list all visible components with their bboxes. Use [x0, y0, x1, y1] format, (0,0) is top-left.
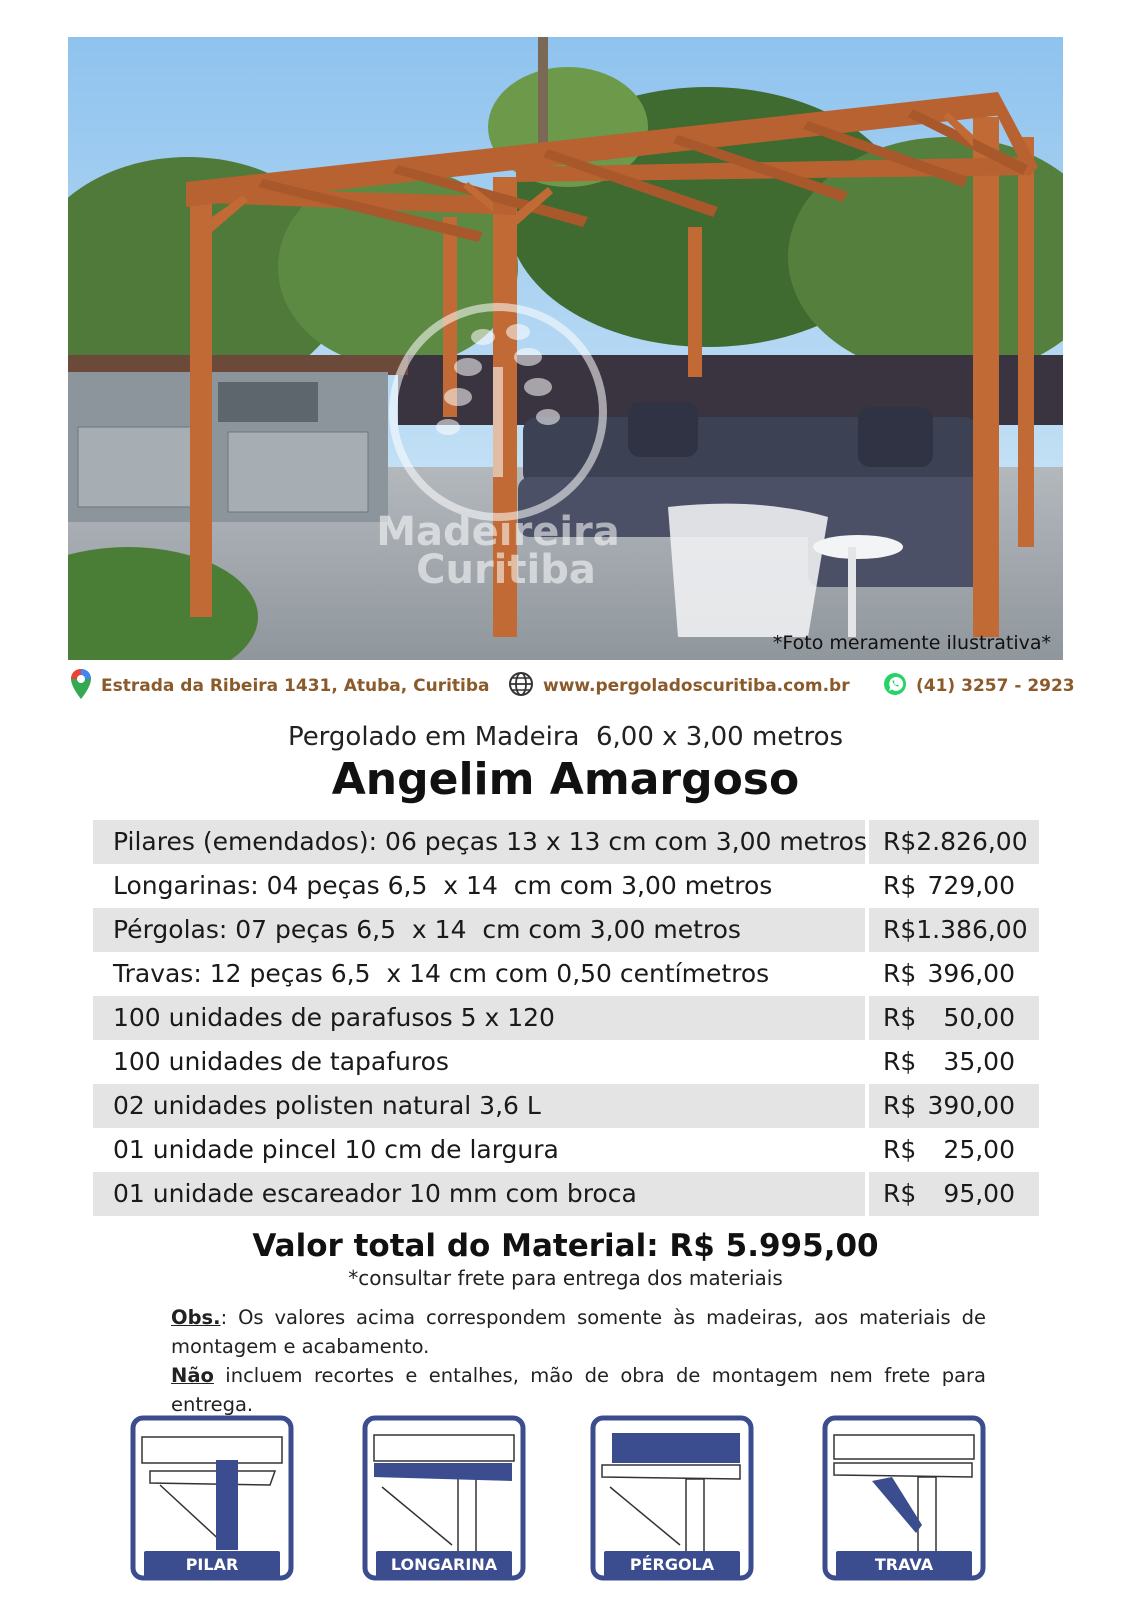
whatsapp-icon	[883, 672, 907, 701]
pergola-illustration	[68, 37, 1063, 660]
svg-text:Curitiba: Curitiba	[416, 547, 596, 593]
table-row	[93, 1128, 1039, 1172]
table-row	[93, 820, 1039, 864]
globe-icon	[508, 671, 534, 702]
item-description: Longarinas: 04 peças 6,5 x 14 cm com 3,00 metros	[113, 871, 773, 900]
item-description: Pérgolas: 07 peças 6,5 x 14 cm com 3,00 metros	[93, 908, 865, 952]
item-description: 02 unidades polisten natural 3,6 L	[93, 1084, 865, 1128]
longarina-label: LONGARINA	[376, 1551, 512, 1579]
total-label: Valor total do Material:	[252, 1228, 659, 1264]
subtitle-dimensions: 6,00 x 3,00 metros	[596, 722, 844, 752]
table-row	[93, 1172, 1039, 1216]
item-description: Travas: 12 peças 6,5 x 14 cm com 0,50 centímetros	[113, 959, 770, 988]
pergola-photo	[68, 37, 1063, 660]
item-description: 01 unidade pincel 10 cm de largura	[113, 1135, 559, 1164]
contact-address	[70, 668, 490, 704]
item-description: Pilares (emendados): 06 peças 13 x 13 cm com 3,00 metros	[93, 820, 865, 864]
item-description: 01 unidade escareador 10 mm com broca	[93, 1172, 865, 1216]
item-price: R$ 729,00	[883, 871, 1015, 900]
obs-not-label: Não	[171, 1364, 214, 1387]
address-text: Estrada da Ribeira 1431, Atuba, Curitiba	[101, 676, 490, 696]
item-price: R$ 2.826,00	[869, 820, 1039, 864]
obs-label: Obs.	[171, 1306, 221, 1329]
product-title: Angelim Amargoso	[331, 754, 800, 805]
website-text[interactable]: www.pergoladoscuritiba.com.br	[543, 676, 850, 696]
table-row	[93, 996, 1039, 1040]
table-row	[93, 1040, 1039, 1084]
phone-text[interactable]: (41) 3257 - 2923	[916, 676, 1075, 696]
svg-text:Madeireira: Madeireira	[376, 509, 620, 555]
item-price: R$ 50,00	[869, 996, 1039, 1040]
photo-caption: *Foto meramente ilustrativa*	[772, 632, 1051, 654]
item-price: R$ 35,00	[883, 1047, 1015, 1076]
contact-website[interactable]	[508, 668, 850, 704]
pilar-badge	[130, 1415, 294, 1583]
table-row	[93, 952, 1039, 996]
product-subtitle	[0, 722, 1131, 752]
freight-note: *consultar frete para entrega dos materiais	[348, 1266, 783, 1290]
item-description: 100 unidades de tapafuros	[113, 1047, 449, 1076]
price-table	[93, 820, 1039, 1216]
component-badges	[0, 1415, 1131, 1585]
item-price: R$ 396,00	[883, 959, 1015, 988]
trava-label: TRAVA	[836, 1551, 972, 1579]
table-row	[93, 908, 1039, 952]
item-price: R$ 95,00	[869, 1172, 1039, 1216]
item-price: R$ 1.386,00	[869, 908, 1039, 952]
contact-phone[interactable]	[883, 668, 1075, 704]
item-price: R$ 390,00	[869, 1084, 1039, 1128]
trava-badge	[822, 1415, 986, 1583]
subtitle-material: Pergolado em Madeira	[287, 722, 580, 752]
item-description: 100 unidades de parafusos 5 x 120	[93, 996, 865, 1040]
table-row	[93, 864, 1039, 908]
longarina-badge	[362, 1415, 526, 1583]
table-row	[93, 1084, 1039, 1128]
pergola-label: PÉRGOLA	[604, 1551, 740, 1579]
pilar-label: PILAR	[144, 1551, 280, 1579]
obs-text: : Os valores acima correspondem somente às madeiras, aos materiais de montagem e acabamento.	[171, 1306, 986, 1358]
item-price: R$ 25,00	[883, 1135, 1015, 1164]
obs-not-text: incluem recortes e entalhes, mão de obra de montagem nem frete para entrega.	[171, 1364, 986, 1416]
total-amount: R$ 5.995,00	[669, 1228, 879, 1264]
pergola-badge	[590, 1415, 754, 1583]
observations	[171, 1303, 986, 1419]
total-value	[0, 1228, 1131, 1264]
map-pin-icon	[70, 668, 92, 705]
